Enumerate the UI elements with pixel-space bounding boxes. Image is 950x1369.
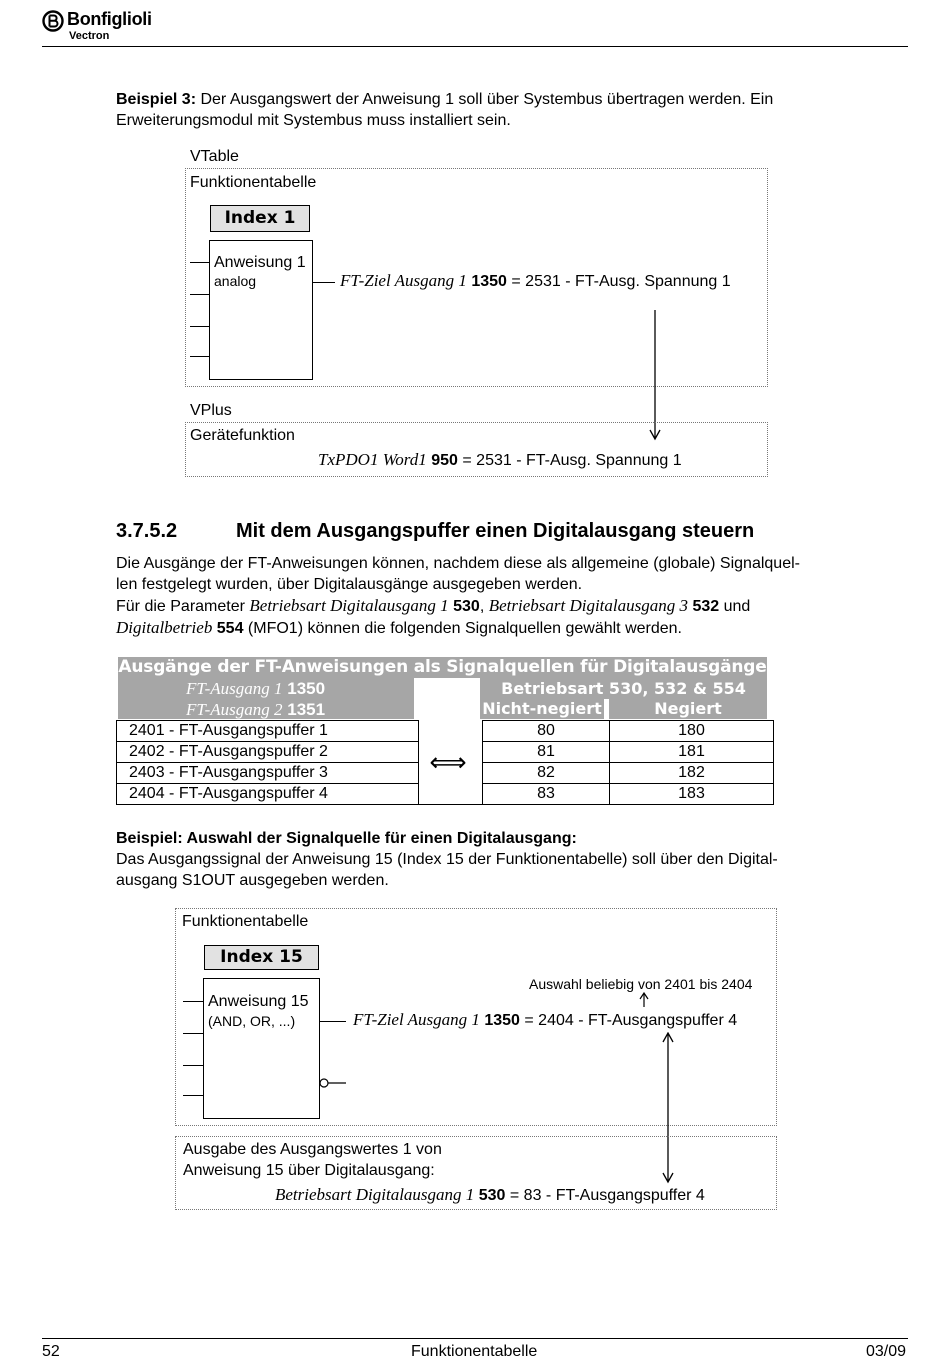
input-line-2 <box>190 294 209 295</box>
output-line <box>313 282 335 283</box>
output-line-15-1 <box>320 1021 346 1022</box>
page-number: 52 <box>42 1343 60 1360</box>
example-title: Beispiel: Auswahl der Signalquelle für einen Digitalausgang: <box>116 830 577 847</box>
instruction-1-title: Anweisung 1 <box>214 254 306 271</box>
instruction-15-title: Anweisung 15 <box>208 993 309 1010</box>
cell-not_neg: 81 <box>483 742 610 763</box>
col-not-negated: Nicht-negiert <box>482 699 602 718</box>
ft-label-2: Funktionentabelle <box>182 913 309 930</box>
example3-label: Beispiel 3: <box>116 91 197 108</box>
section-title: Mit dem Ausgangspuffer einen Digitalausgang steuern <box>236 520 755 542</box>
section-number: 3.7.5.2 <box>116 520 178 542</box>
signal-table-header: Ausgänge der FT-Anweisungen als Signalquellen für Digitalausgänge <box>118 657 767 677</box>
arrow-up-small-icon <box>637 992 651 1008</box>
bidirectional-arrow-icon: ⟺ <box>429 748 467 778</box>
target-param-line: FT-Ziel Ausgang 1 1350 = 2531 - FT-Ausg. Spannung 1 <box>340 271 731 290</box>
example3-paragraph: Beispiel 3: Der Ausgangswert der Anweisung 1 soll über Systembus übertragen werden. Ein Erweiterungsmodul mit Systembus muss installiert sein. <box>116 91 774 129</box>
input-line-15-1 <box>183 1001 203 1002</box>
footer-rule <box>42 1338 908 1339</box>
signal-table-header-gap <box>414 678 480 719</box>
section-paragraph: Die Ausgänge der FT-Anweisungen können, nachdem diese als allgemeine (globale) Signalquel- len festgelegt wurden, über Digitalausgänge ausgegeben werden. Für die Parameter Betriebsart Digitalausgang 1 530, Betriebsart Digitalausgang 3 532 und Digitalbetrieb 554 (MFO1) können die folgenden Signalquellen gewählt werden. <box>116 555 800 637</box>
vplus-label: VPlus <box>190 402 232 419</box>
cell-neg: 181 <box>610 742 774 763</box>
ft-output-2-label: FT-Ausgang 2 1351 <box>186 700 326 719</box>
section-heading <box>116 518 755 544</box>
input-line-15-3 <box>183 1065 203 1066</box>
ft-output-1-label: FT-Ausgang 1 1350 <box>186 679 326 698</box>
ft-label: Funktionentabelle <box>190 174 317 191</box>
brand-name: Bonfiglioli <box>67 9 152 29</box>
cell-source: 2401 - FT-Ausgangspuffer 1 <box>117 721 419 742</box>
negated-output-icon <box>318 1076 348 1090</box>
header <box>42 8 908 48</box>
cell-source: 2404 - FT-Ausgangspuffer 4 <box>117 784 419 805</box>
cell-source: 2403 - FT-Ausgangspuffer 3 <box>117 763 419 784</box>
target-param-line-2: FT-Ziel Ausgang 1 1350 = 2404 - FT-Ausgangspuffer 4 <box>353 1010 738 1029</box>
instruction-15-sub: (AND, OR, ...) <box>208 1013 296 1029</box>
input-line-3 <box>190 326 209 327</box>
index-15-label: Index 15 <box>204 945 319 970</box>
device-function-label: Gerätefunktion <box>190 427 295 444</box>
col-negated: Negiert <box>654 699 722 718</box>
input-line-15-4 <box>183 1095 203 1096</box>
bonfiglioli-logo-icon <box>42 10 64 32</box>
output-text: Ausgabe des Ausgangswertes 1 von Anweisung 15 über Digitalausgang: <box>183 1141 442 1179</box>
input-line-1 <box>190 262 209 263</box>
cell-neg: 182 <box>610 763 774 784</box>
input-line-15-2 <box>183 1033 203 1034</box>
txpdo-line: TxPDO1 Word1 950 = 2531 - FT-Ausg. Spannung 1 <box>318 450 682 469</box>
example-paragraph: Beispiel: Auswahl der Signalquelle für einen Digitalausgang: Das Ausgangssignal der Anweisung 15 (Index 15 der Funktionentabelle) soll über den Digital- ausgang S1OUT ausgegeben werden. <box>116 828 841 891</box>
brand-sub: Vectron <box>69 30 110 42</box>
output-param-line: Betriebsart Digitalausgang 1 530 = 83 - FT-Ausgangspuffer 4 <box>275 1185 705 1204</box>
cell-not_neg: 83 <box>483 784 610 805</box>
header-rule <box>42 46 908 47</box>
footer-date: 03/09 <box>866 1343 907 1360</box>
index-1-label: Index 1 <box>210 205 310 232</box>
choice-note: Auswahl beliebig von 2401 bis 2404 <box>529 976 753 992</box>
cell-source: 2402 - FT-Ausgangspuffer 2 <box>117 742 419 763</box>
cell-not_neg: 82 <box>483 763 610 784</box>
vtable-label: VTable <box>190 148 239 165</box>
cell-not_neg: 80 <box>483 721 610 742</box>
cell-neg: 180 <box>610 721 774 742</box>
instruction-1-sub: analog <box>214 273 257 289</box>
footer-title: Funktionentabelle <box>411 1343 538 1360</box>
input-line-4 <box>190 356 209 357</box>
mode-header: Betriebsart 530, 532 & 554 <box>501 679 746 698</box>
cell-neg: 183 <box>610 784 774 805</box>
table-row <box>117 721 774 742</box>
